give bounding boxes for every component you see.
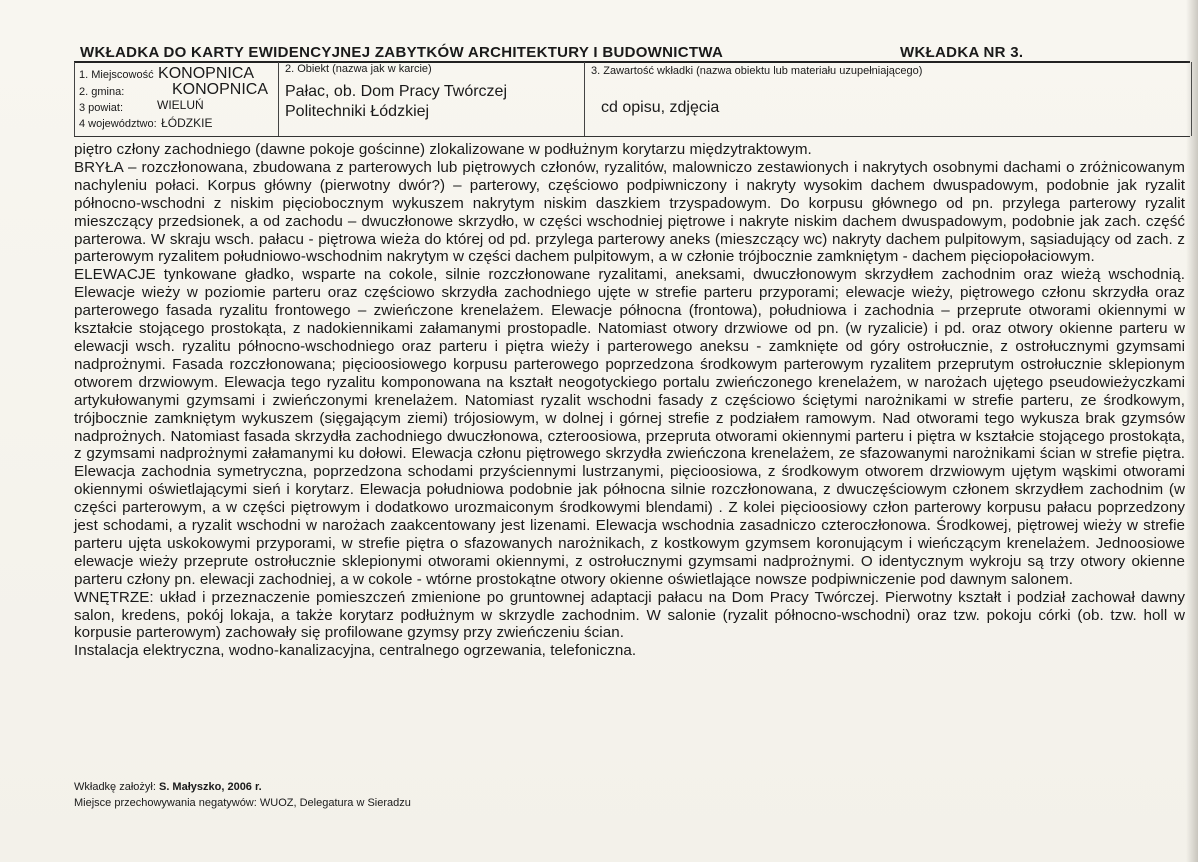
gmina-label: 2. gmina: — [79, 86, 125, 98]
description-body — [74, 141, 1185, 660]
header-rule-bottom — [74, 136, 1190, 137]
object-name-line2: Politechniki Łódzkiej — [285, 103, 430, 120]
founded-label: Wkładkę założył: — [74, 781, 156, 793]
body-paragraph-continuation: piętro człony zachodniego (dawne pokoje gościnne) zlokalizowane w podłużnym korytarzu międzytraktowym. — [74, 141, 812, 158]
body-paragraph-bryla: BRYŁA – rozczłonowana, zbudowana z parterowych lub piętrowych członów, ryzalitów, malowniczo zestawionych i nakrytych osobnymi dachami o zróżnicowanym nachyleniu połaci. Korpus główny (pierwotny dwór?) – parterowy, częściowo podpiwniczony i nakryty wysokim dachem dwuspadowym, podobnie jak ryzalit północno-wschodni z niskim pięciobocznym wykuszem nakrytym niskim daszkiem trzyspadowym. Do korpusu głównego od pn. przylega parterowy ryzalit mieszczący przedsionek, a od zachodu – dwuczłonowe skrzydło, w części wschodniej piętrowe i nakryte niskim dachem dwuspadowym, podobnie jak zach. część parterowa. W skraju wsch. pałacu - piętrowa wieża do której od pd. przylega parterowy aneks (mieszczący wc) nakryty dachem pulpitowym, sąsiadujący od zach. z parterowym ryzalitem południowo-wschodnim nakrytym w części dachem pulpitowym, a w członie trójbocznie zamkniętym - dachem pięciopołaciowym. — [74, 158, 1185, 266]
miejscowosc-value: KONOPNICA — [158, 65, 255, 82]
miejscowosc-label: 1. Miejscowość — [79, 69, 154, 81]
negatives-line — [74, 795, 774, 812]
powiat-label: 3 powiat: — [79, 102, 124, 114]
founded-suffix: r. — [255, 781, 262, 793]
contents-box — [584, 62, 1192, 136]
object-box — [278, 62, 585, 136]
gmina-value: KONOPNICA — [172, 81, 269, 98]
scan-edge-shadow — [1186, 0, 1198, 862]
body-paragraph-elewacje: ELEWACJE tynkowane gładko, wsparte na cokole, silnie rozczłonowane ryzalitami, aneksami, dwuczłonowym skrzydłem zachodnim oraz wieżą wschodnią. Elewacje wieży w poziomie parteru oraz częściowo skrzydła zachodniego ujęte w strefie parteru przyporami; elewacje wieży, piętrowego członu skrzydła oraz parterowego fasada ryzalitu frontowego – zwieńczone krenelażem. Elewacje północna (frontowa), południowa i zachodnia – przeprute otworami okiennymi w kształcie stojącego prostokąta, z nadokiennikami załamanymi prostopadle. Natomiast otwory drzwiowe od pn. (w ryzalicie) i pd. oraz otwory okienne parteru w elewacji wsch. ryzalitu północno-wschodniego oraz parteru i piętra wieży i parterowego aneksu - zamknięte od góry ostrołucznie, z ostrołucznymi gzymsami nadprożnymi. Fasada rozczłonowana; pięcioosiowego korpusu parterowego poprzedzona środkowym parterowym ryzalitem przeprutym ostrołucznie sklepionym otworem drzwiowym. Elewacja tego ryzalitu komponowana na kształt neogotyckiego portalu zwieńczonego krenelażem, w narożach ujętego pseudowieżyczkami artykułowanymi gzymsami i zwieńczonymi krenelażem. Natomiast ryzalit wschodni fasady z częściowo ściętymi narożnikami w strefie parteru, ze środkowym, trójbocznie zamkniętym wykuszem (sięgającym ziemi) trójosiowym, w dolnej i górnej strefie z podziałem ramowym. Nad otworami tego wykusza brak gzymsów nadprożnych. Natomiast fasada skrzydła zachodniego dwuczłonowa, czteroosiowa, przepruta otworami okiennymi parteru i piętra w kształcie stojącego prostokąta, z gzymsami nadprożnymi załamanymi ku dołowi. Elewacja członu piętrowego skrzydła zwieńczona krenelażem, ze sfazowanymi narożnikami ścian w strefie piętra. Elewacja zachodnia symetryczna, poprzedzona schodami przyściennymi lustrzanymi, pięcioosiowa, z środkowym otworem drzwiowym ujętym wąskimi otworami okiennymi oświetlającymi sień i korytarz. Elewacja południowa podobnie jak północna silnie rozczłonowana, z dwuczęściowym członem skrzydłem zachodnim (w części parterowym, a w części piętrowym i dodatkowo urozmaiconym środkowymi blendami) . Z kolei pięcioosiowy człon parterowy korpusu pałacu poprzedzony jest schodami, a ryzalit wschodni w narożach zaakcentowany jest lizenami. Elewacja wschodnia zasadniczo czteroczłonowa. Środkowej, piętrowej wieży w strefie parteru ujęta uskokowymi przyporami, w strefie piętra o sfazowanych narożnikach, z kostkowym gzymsem koronującym i wieńczącym krenelażem. Jednoosiowe elewacje wieży przeprute ostrołucznie sklepionymi otworami okiennymi, z ostrołucznymi gzymsami nadprożnymi. O identycznym wykroju są trzy otwory okienne parteru człony pn. elewacji zachodniej, a w cokole - wtórne prostokątne otwory okienne oświetlające nowsze podpiwniczenie pod dawnym salonem. — [74, 266, 1185, 588]
wojewodztwo-label: 4 województwo: — [79, 118, 157, 130]
object-label: 2. Obiekt (nazwa jak w karcie) — [285, 63, 432, 75]
body-paragraph-instalacje: Instalacja elektryczna, wodno-kanalizacyjna, centralnego ogrzewania, telefoniczna. — [74, 642, 637, 660]
contents-value: cd opisu, zdjęcia — [601, 99, 720, 116]
body-paragraph-wnetrze: WNĘTRZE: układ i przeznaczenie pomieszczeń zmienione po gruntownej adaptacji pałacu na Dom Pracy Twórczej. Pierwotny kształt i podział zachował dawny salon, kredens, pokój lokaja, a także korytarz podłużnym w skrzydle zachodnim. W salonie (ryzalit północno-wschodni) oraz tzw. pokoju córki (ob. tzw. holl w korpusie parterowym) zachowały się profilowane gzymsy przy zwieńczeniu ścian. — [74, 588, 1185, 642]
document-footer — [74, 779, 774, 812]
contents-label: 3. Zawartość wkładki (nazwa obiektu lub materiału uzupełniającego) — [591, 65, 923, 77]
insert-number: WKŁADKA NR 3. — [900, 44, 1024, 61]
wojewodztwo-value: ŁÓDZKIE — [161, 116, 213, 130]
location-box — [74, 62, 279, 136]
object-name-line1: Pałac, ob. Dom Pracy Twórczej — [285, 83, 508, 100]
founded-line — [74, 779, 774, 796]
negatives-label: Miejsce przechowywania negatywów: — [74, 797, 257, 809]
negatives-value: WUOZ, Delegatura w Sieradzu — [259, 797, 411, 809]
powiat-value: WIELUŃ — [157, 98, 204, 112]
document-header — [80, 44, 1190, 61]
document-title: WKŁADKA DO KARTY EWIDENCYJNEJ ZABYTKÓW ARCHITEKTURY I BUDOWNICTWA — [80, 44, 724, 61]
founded-value: S. Małyszko, 2006 — [158, 781, 252, 793]
